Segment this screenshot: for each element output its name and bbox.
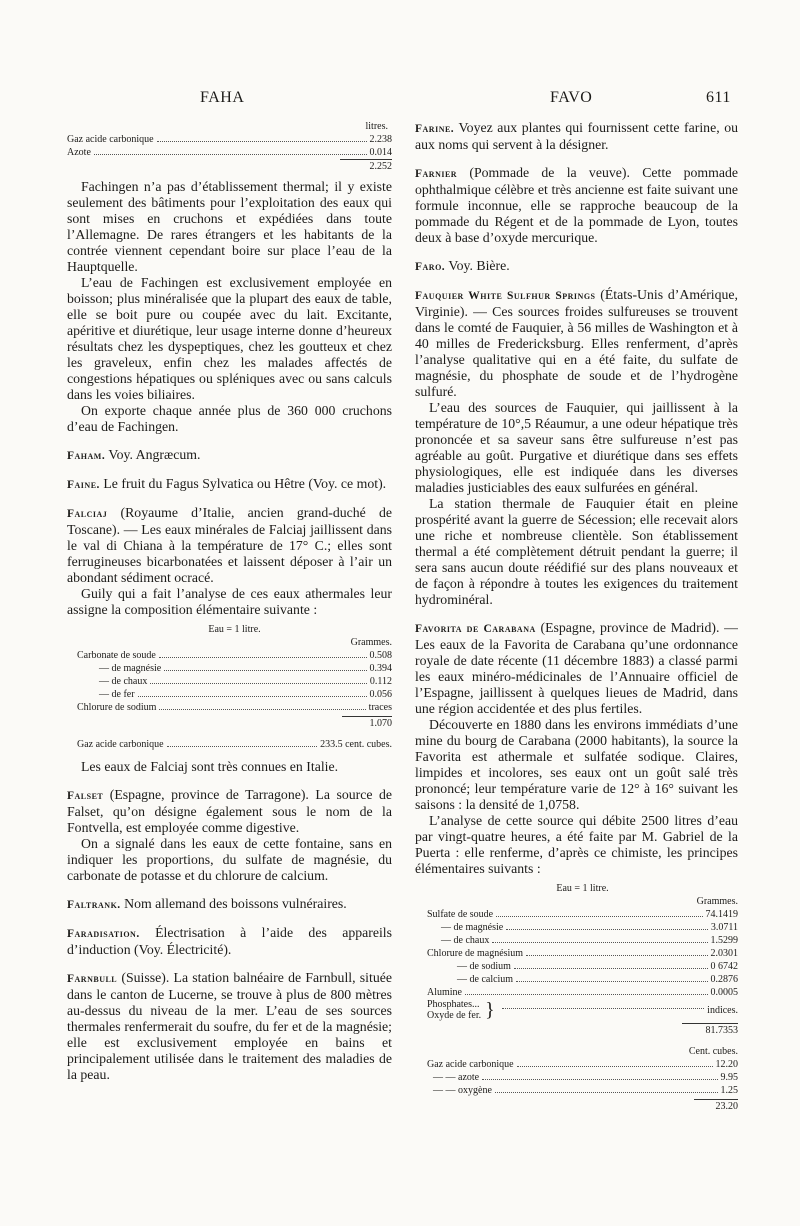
table-row: — — oxygène 1.25 [433, 1085, 738, 1096]
table-unit: Cent. cubes. [688, 1046, 738, 1057]
table-total: 23.20 [694, 1099, 738, 1113]
paragraph: Découverte en 1880 dans les environs immédiats d’une mine du bourg de Carabana (2000 habitants), la source la Favorita est athermale et sulfatée sodique. Claires, limpides et incolores, ses eaux ont un goût salé très prononcé; leur température varie de 12° à 16° suivant les saisons : la densité de 1,0758. [415, 717, 738, 812]
table-unit: Grammes. [696, 896, 738, 907]
table-row: — de magnésie 0.394 [99, 663, 392, 674]
headword: Farine. [415, 123, 455, 135]
headword: Farnbull [67, 973, 118, 985]
paragraph: L’eau des sources de Fauquier, qui jaillissent à la température de 10°,5 Réaumur, a une odeur hépatique très prononcée et sa saveur sans être sulfureuse n’est pas agréable au goût. Purgative et diurétique dans ses effets physiologiques, elle est indiquée dans les diverses maladies justiciables des eaux sulfurées en général. [415, 400, 738, 495]
table-brace-row: Phosphates... Oxyde de fer. } indices. [427, 998, 738, 1021]
falciaj-composition-table [67, 623, 392, 751]
entry-favorita: Favorita de Carabana (Espagne, province de Madrid). — Les eaux de la Favorita de Carabana qu’une ordonnance royale de date récente (11 décembre 1883) a classé parmi les eaux minéro-médicinales de l’Annuaire officiel de l’Espagne, jaillissent à quelques lieues de Madrid, dans une région accidentée et des plus fertiles. [415, 620, 738, 716]
table-head: Eau = 1 litre. [208, 624, 261, 635]
headword: Falset [67, 790, 104, 802]
table-row: — — azote 9.95 [433, 1072, 738, 1083]
table-row: Carbonate de soude 0.508 [77, 650, 392, 661]
entry-fauquier: Fauquier White Sulfhur Springs (États-Unis d’Amérique, Virginie). — Ces sources froides sulfureuses se trouvent dans le comté de Fauquier, à 56 milles de Washington et à 40 milles de Fredericksburg. Elles renferment, d’après l’analyse qualitative qui en a été faite, du sulfate de magnésie, du phosphate de soude et de l’hydrogène sulfuré. [415, 287, 738, 399]
table-row: Gaz acide carbonique 2.238 [67, 134, 392, 145]
paragraph: Les eaux de Falciaj sont très connues en Italie. [81, 759, 339, 774]
headword: Falciaj [67, 508, 108, 520]
table-total: 81.7353 [682, 1023, 738, 1037]
table-row: — de fer 0.056 [99, 689, 392, 700]
entry-faine: Faine. Le fruit du Fagus Sylvatica ou Hêtre (Voy. ce mot). [67, 476, 387, 491]
header-left-title: FAHA [200, 89, 245, 106]
entry-faltrank: Faltrank. Nom allemand des boissons vulnéraires. [67, 896, 347, 911]
paragraph: Fachingen n’a pas d’établissement thermal; il y existe seulement des bâtiments pour l’exploitation des eaux qui sont mises en cruchons et expédiées dans toute l’Allemagne. De rares étrangers et les habitants de la contrée viennent cependant boire sur place l’eau de la Hauptquelle. [67, 179, 392, 274]
paragraph: La station thermale de Fauquier était en pleine prospérité avant la guerre de Sécession; elle recevait alors une riche et nombreuse clientèle. Son établissement thermal a été complètement détruit pendant la guerre; il sera sans aucun doute réédifié sur des plans nouveaux et de façon à répondre à toutes les exigences du traitement hydrominéral. [415, 496, 738, 607]
table-row: — de chaux 0.112 [99, 676, 392, 687]
table-row: Azote 0.014 [67, 147, 392, 158]
paragraph: L’eau de Fachingen est exclusivement employée en boisson; plus minéralisée que la plupart des eaux de table, elle se boit pure ou coupée avec du lait. Excitante, apéritive et diurétique, leur usage interne donne d’heureux résultats chez les dyspeptiques, chez les goutteux et chez les graveleux, enfin chez les malades affectés de congestions hépatiques ou spléniques avec ou sans calculs dans les voies biliaires. [67, 275, 392, 402]
page-number: 611 [706, 89, 731, 106]
paragraph: On exporte chaque année plus de 360 000 cruchons d’eau de Fachingen. [67, 403, 392, 434]
paragraph: On a signalé dans les eaux de cette fontaine, sans en indiquer les proportions, du sulfate de magnésie, du carbonate de potasse et du chlorure de calcium. [67, 836, 392, 883]
entry-farnier: Farnier (Pommade de la veuve). Cette pommade ophthalmique célèbre et très ancienne est faite suivant une formule inconnue, elle se rapproche beaucoup de la pommade du Régent et de la pommade de Lyon, toutes deux à base d’oxyde mercurique. [415, 165, 738, 245]
table-row: — de sodium 0 6742 [457, 961, 738, 972]
table-total: 1.070 [342, 716, 392, 730]
headword: Favorita de Carabana [415, 623, 536, 635]
favorita-composition-table [415, 882, 738, 1113]
entry-faham: Faham. Voy. Angræcum. [67, 447, 201, 462]
table-head: Eau = 1 litre. [556, 883, 609, 894]
entry-faro: Faro. Voy. Bière. [415, 258, 510, 273]
table-row: Chlorure de sodium traces [77, 702, 392, 713]
header-right-title: FAVO [550, 89, 593, 106]
entry-falciaj: Falciaj (Royaume d’Italie, ancien grand-duché de Toscane). — Les eaux minérales de Falciaj jaillissent dans le val di Chiana à la température de 17° C.; elles sont ferrugineuses bicarbonatées et laissent déposer à l’air un abondant sédiment ocracé. [67, 505, 392, 585]
left-column [67, 120, 392, 1083]
table-row: Sulfate de soude 74.1419 [427, 909, 738, 920]
headword: Faro. [415, 261, 446, 273]
entry-farnbull: Farnbull (Suisse). La station balnéaire de Farnbull, située dans le canton de Lucerne, se trouve à plus de 800 mètres au-dessus du niveau de la mer. L’eau de ses sources thermales renfermerait du soufre, du fer et de la magnésie; elle est exclusivement employée en bains et principalement utilisée dans le traitement des maladies de la peau. [67, 970, 392, 1082]
entry-farine: Farine. Voyez aux plantes qui fournissent cette farine, ou aux noms qui servent à la désigner. [415, 120, 738, 152]
right-column [415, 120, 738, 1119]
headword: Fauquier White Sulfhur Springs [415, 290, 596, 302]
paragraph: L’analyse de cette source qui débite 2500 litres d’eau par vingt-quatre heures, a été faite par M. Gabriel de la Puerta : elle renferme, d’après ce chimiste, les principes élémentaires suivants : [415, 813, 738, 876]
headword: Faradisation. [67, 928, 140, 940]
table-total: 2.252 [340, 159, 392, 173]
table-unit: litres. [365, 121, 388, 132]
entry-falset: Falset (Espagne, province de Tarragone). La source de Falset, qu’on désigne également sous le nom de la Fontvella, est employée comme digestive. [67, 787, 392, 835]
table-row: Alumine 0.0005 [427, 987, 738, 998]
table-row: — de calcium 0.2876 [457, 974, 738, 985]
headword: Faine. [67, 479, 100, 491]
paragraph: Guily qui a fait l’analyse de ces eaux athermales leur assigne la composition élémentaire suivante : [67, 586, 392, 617]
table-row: Gaz acide carbonique 12.20 [427, 1059, 738, 1070]
headword: Faltrank. [67, 899, 121, 911]
table-row: Chlorure de magnésium 2.0301 [427, 948, 738, 959]
table-row: Gaz acide carbonique 233.5 cent. cubes. [77, 739, 392, 750]
brace-glyph: } [485, 998, 495, 1021]
fachingen-gas-table [67, 120, 392, 173]
table-row: — de magnésie 3.0711 [441, 922, 738, 933]
headword: Farnier [415, 168, 458, 180]
headword: Faham. [67, 450, 106, 462]
table-unit: Grammes. [350, 637, 392, 648]
entry-faradisation: Faradisation. Électrisation à l’aide des appareils d’induction (Voy. Électricité). [67, 925, 392, 957]
table-row: — de chaux 1.5299 [441, 935, 738, 946]
